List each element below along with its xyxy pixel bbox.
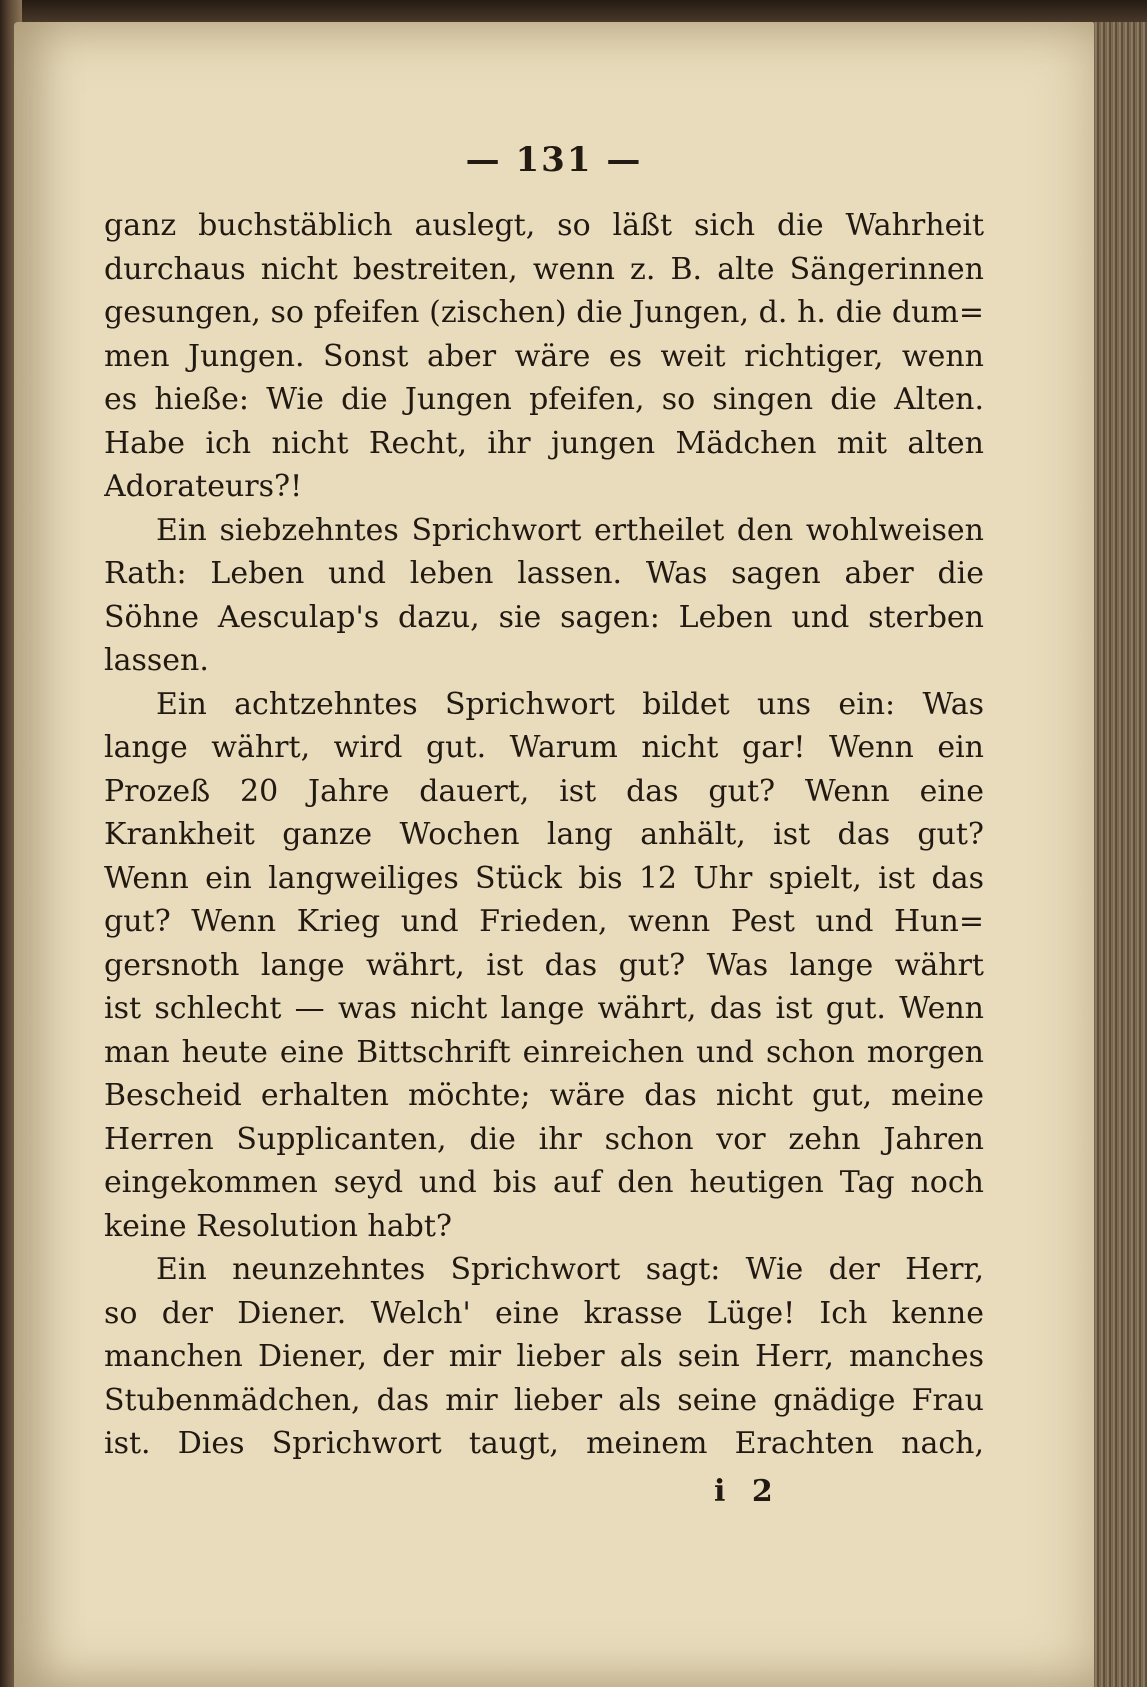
text-line: men Jungen. Sonst aber wäre es weit richtiger, wenn xyxy=(104,338,984,374)
page-number-header: — 131 — xyxy=(465,140,643,180)
text-line: keine Resolution habt? xyxy=(104,1208,452,1244)
text-line: man heute eine Bittschrift einreichen und schon morgen xyxy=(104,1034,984,1070)
text-line: Ein neunzehntes Sprichwort sagt: Wie der Herr, xyxy=(156,1252,984,1287)
text-line: Habe ich nicht Recht, ihr jungen Mädchen mit alten xyxy=(104,425,984,461)
printer-signature-mark: i 2 xyxy=(714,1474,781,1509)
text-line: so der Diener. Welch' eine krasse Lüge! Ich kenne xyxy=(104,1295,984,1331)
text-line: lassen. xyxy=(104,643,209,678)
text-line: Ein siebzehntes Sprichwort ertheilet den wohlweisen xyxy=(156,512,984,548)
text-line: Bescheid erhalten möchte; wäre das nicht gut, meine xyxy=(104,1078,984,1113)
text-line: Ein achtzehntes Sprichwort bildet uns ein: Was xyxy=(156,686,984,722)
text-line: Stubenmädchen, das mir lieber als seine gnädige Frau xyxy=(104,1382,984,1418)
text-line: durchaus nicht bestreiten, wenn z. B. alte Sängerinnen xyxy=(104,251,984,287)
text-line: manchen Diener, der mir lieber als sein Herr, manches xyxy=(104,1339,984,1374)
page-stack-edge xyxy=(1094,22,1147,1687)
text-line: ganz buchstäblich auslegt, so läßt sich die Wahrheit xyxy=(104,208,984,243)
text-line: Wenn ein langweiliges Stück bis 12 Uhr spielt, ist das xyxy=(104,860,984,896)
text-line: gesungen, so pfeifen (zischen) die Jungen, d. h. die dum= xyxy=(104,295,984,330)
text-line: Herren Supplicanten, die ihr schon vor zehn Jahren xyxy=(104,1121,984,1157)
text-line: Söhne Aesculap's dazu, sie sagen: Leben und sterben xyxy=(104,599,984,635)
text-line: Prozeß 20 Jahre dauert, ist das gut? Wenn eine xyxy=(104,773,984,809)
page-top-edge xyxy=(0,0,1147,24)
page-number: 131 xyxy=(515,140,593,180)
text-line: es hieße: Wie die Jungen pfeifen, so singen die Alten. xyxy=(104,382,984,417)
text-line: Rath: Leben und leben lassen. Was sagen aber die xyxy=(104,556,984,591)
text-line: gersnoth lange währt, ist das gut? Was lange währt xyxy=(104,947,984,983)
book-page xyxy=(14,22,1094,1687)
text-line: ist schlecht — was nicht lange währt, das ist gut. Wenn xyxy=(104,991,984,1026)
text-line: Adorateurs?! xyxy=(104,469,303,504)
text-line: ist. Dies Sprichwort taugt, meinem Erachten nach, xyxy=(104,1426,984,1461)
text-line: gut? Wenn Krieg und Frieden, wenn Pest und Hun= xyxy=(104,904,984,939)
text-line: Krankheit ganze Wochen lang anhält, ist das gut? xyxy=(104,817,984,852)
body-text xyxy=(104,204,984,1466)
text-line: lange währt, wird gut. Warum nicht gar! Wenn ein xyxy=(104,730,984,765)
text-line: eingekommen seyd und bis auf den heutigen Tag noch xyxy=(104,1165,984,1200)
